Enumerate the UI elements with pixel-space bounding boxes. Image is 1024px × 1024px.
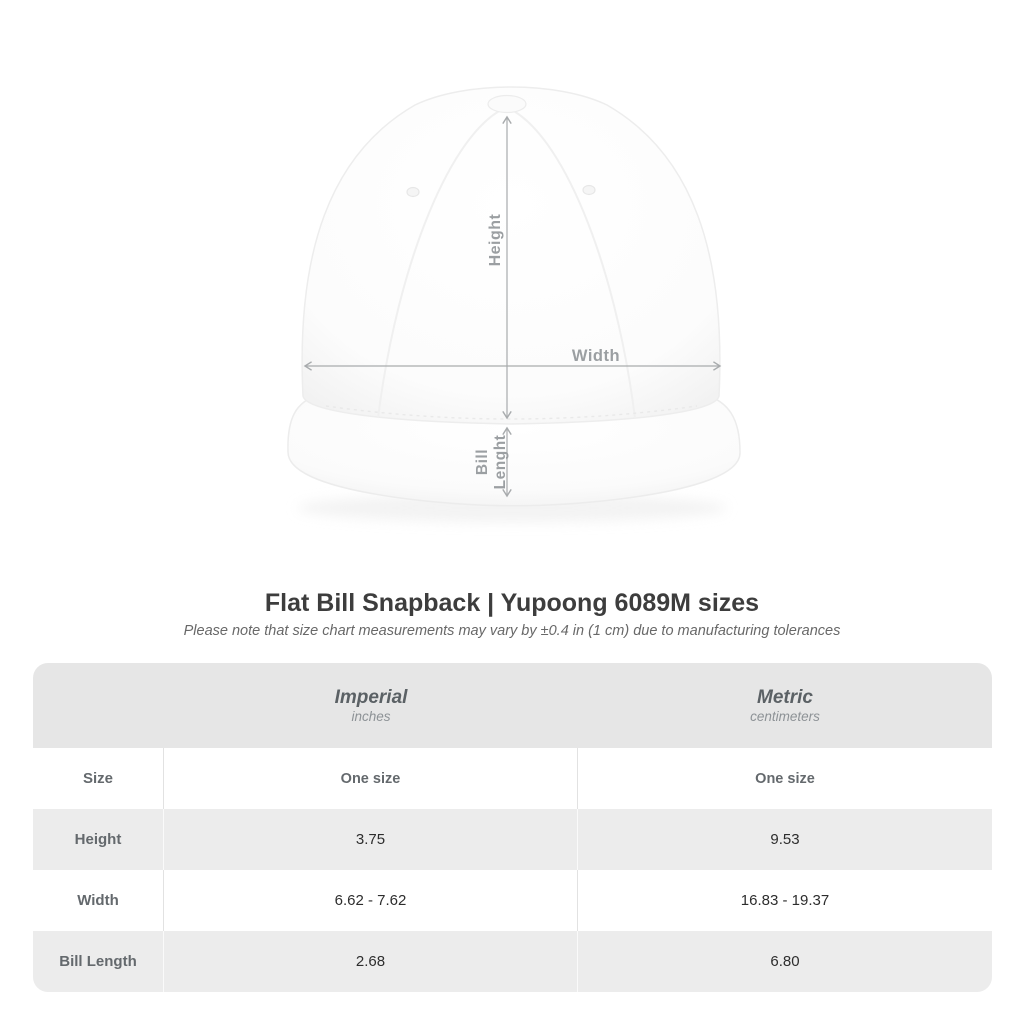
height-dimension-label: Height (487, 213, 505, 267)
crown-button (488, 96, 526, 113)
header-metric-cell (578, 663, 992, 748)
table-header-row (33, 663, 992, 748)
metric-value: One size (755, 770, 815, 787)
table-row-height (33, 809, 992, 870)
imperial-value: 2.68 (164, 931, 578, 992)
width-dimension-label: Width (571, 347, 621, 365)
row-label: Size (33, 748, 164, 809)
imperial-column-label: Imperial (334, 686, 408, 708)
metric-value: 9.53 (770, 831, 800, 848)
metric-value: 16.83 - 19.37 (740, 892, 830, 909)
imperial-value: One size (164, 748, 578, 809)
row-label: Bill Length (33, 931, 164, 992)
imperial-value: 6.62 - 7.62 (164, 870, 578, 931)
right-eyelet (583, 186, 595, 195)
page-title: Flat Bill Snapback | Yupoong 6089M sizes (264, 589, 760, 617)
table-row-size (33, 748, 992, 809)
left-eyelet (407, 188, 419, 197)
tolerance-note: Please note that size chart measurements may vary by ±0.4 in (1 cm) due to manufacturing tolerances (183, 623, 841, 639)
size-table (33, 663, 992, 992)
bill-length-dimension-label-line1: Bill (474, 448, 492, 476)
table-row-width (33, 870, 992, 931)
table-row-bill-length (33, 931, 992, 992)
row-label: Width (33, 870, 164, 931)
imperial-column-unit: inches (351, 708, 391, 724)
metric-value: 6.80 (770, 953, 800, 970)
header-imperial-cell (164, 663, 578, 748)
imperial-value: 3.75 (164, 809, 578, 870)
hat-crown (302, 87, 720, 424)
metric-column-label: Metric (757, 686, 813, 708)
bill-length-dimension-label-line2: Lenght (492, 434, 510, 490)
row-label: Height (33, 809, 164, 870)
metric-column-unit: centimeters (750, 708, 820, 724)
header-spacer-cell (33, 663, 164, 748)
